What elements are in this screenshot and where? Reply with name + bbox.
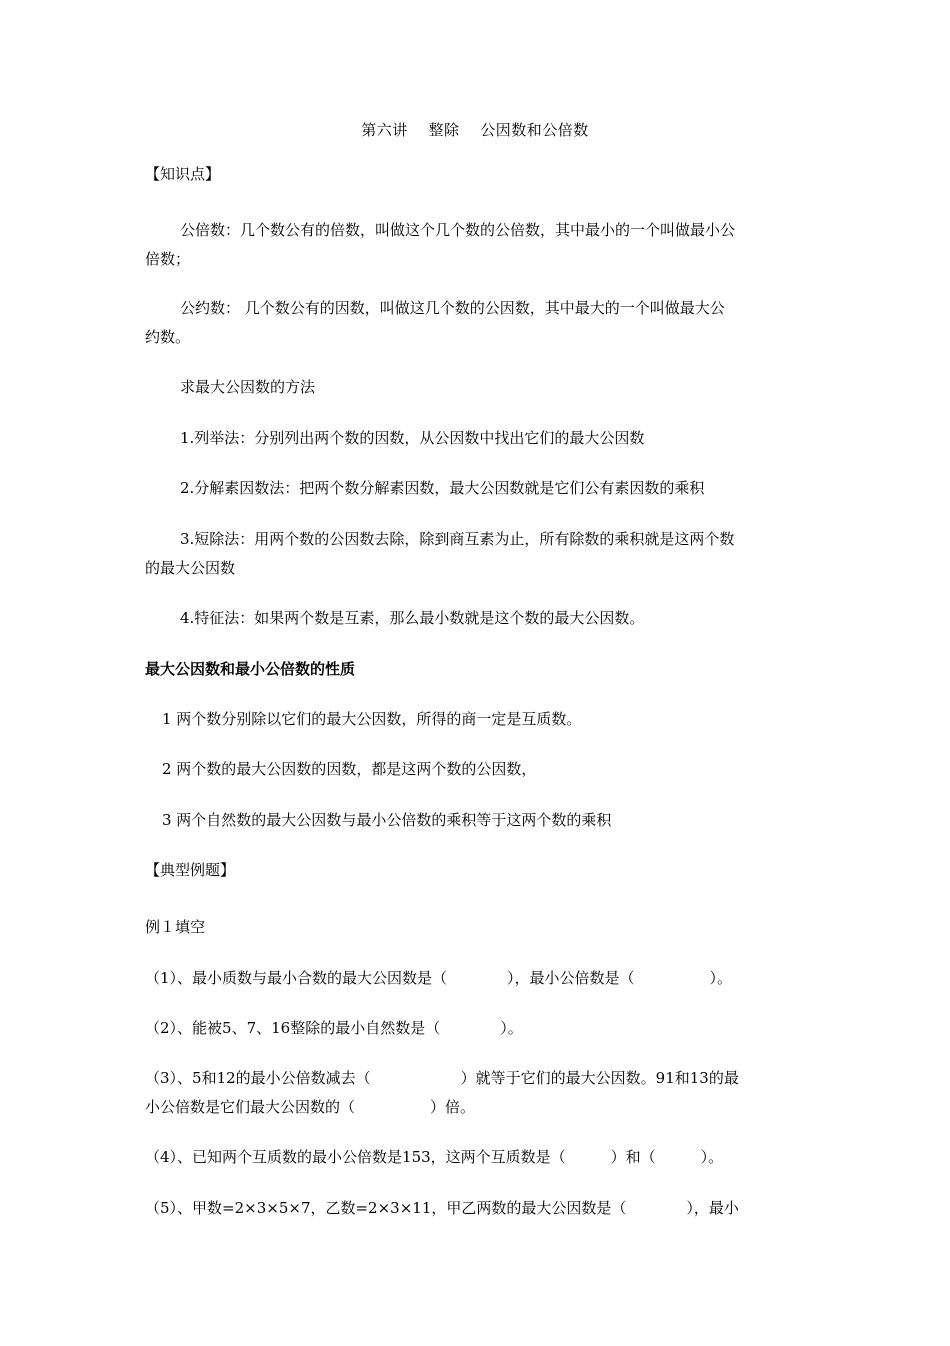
method-short-division-cont: 的最大公因数 — [145, 559, 236, 577]
page-title: 第六讲 整除 公因数和公倍数 — [361, 121, 589, 139]
question-3-cont: 小公倍数是它们最大公因数的（ ）倍。 — [145, 1098, 476, 1116]
methods-heading: 求最大公因数的方法 — [180, 378, 316, 396]
properties-heading: 最大公因数和最小公倍数的性质 — [145, 660, 356, 678]
examples-heading: 【典型例题】 — [145, 861, 236, 879]
question-3: （3）、5和12的最小公倍数减去（ ）就等于它们的最大公因数。91和13的最 — [145, 1069, 739, 1087]
method-listing: 1.列举法：分别列出两个数的因数，从公因数中找出它们的最大公因数 — [180, 429, 645, 447]
common-divisor-definition: 公约数： 几个数公有的因数，叫做这几个数的公因数，其中最大的一个叫做最大公 — [180, 299, 725, 317]
method-prime-factorization: 2.分解素因数法：把两个数分解素因数，最大公因数就是它们公有素因数的乘积 — [180, 479, 705, 497]
common-multiple-definition-cont: 倍数； — [145, 250, 191, 268]
common-multiple-definition: 公倍数：几个数公有的倍数，叫做这个几个数的公倍数，其中最小的一个叫做最小公 — [180, 221, 736, 239]
question-5: （5）、甲数=2×3×5×7，乙数=2×3×11，甲乙两数的最大公因数是（ ），最小 — [145, 1199, 739, 1217]
property-1: 1 两个数分别除以它们的最大公因数，所得的商一定是互质数。 — [162, 710, 582, 728]
property-2: 2 两个数的最大公因数的因数，都是这两个数的公因数， — [162, 760, 537, 778]
method-short-division: 3.短除法：用两个数的公因数去除，除到商互素为止，所有除数的乘积就是这两个数 — [180, 530, 735, 548]
property-3: 3 两个自然数的最大公因数与最小公倍数的乘积等于这两个数的乘积 — [162, 811, 612, 829]
common-divisor-definition-cont: 约数。 — [145, 328, 191, 346]
method-characteristic: 4.特征法：如果两个数是互素，那么最小数就是这个数的最大公因数。 — [180, 609, 645, 627]
example-1-heading: 例１填空 — [145, 918, 206, 936]
knowledge-heading: 【知识点】 — [145, 165, 221, 183]
question-1: （1）、最小质数与最小合数的最大公因数是（ ），最小公倍数是（ ）。 — [145, 969, 733, 987]
question-2: （2）、能被5、7、16整除的最小自然数是（ ）。 — [145, 1019, 523, 1037]
question-4: （4）、已知两个互质数的最小公倍数是153，这两个互质数是（ ）和（ ）。 — [145, 1148, 724, 1166]
